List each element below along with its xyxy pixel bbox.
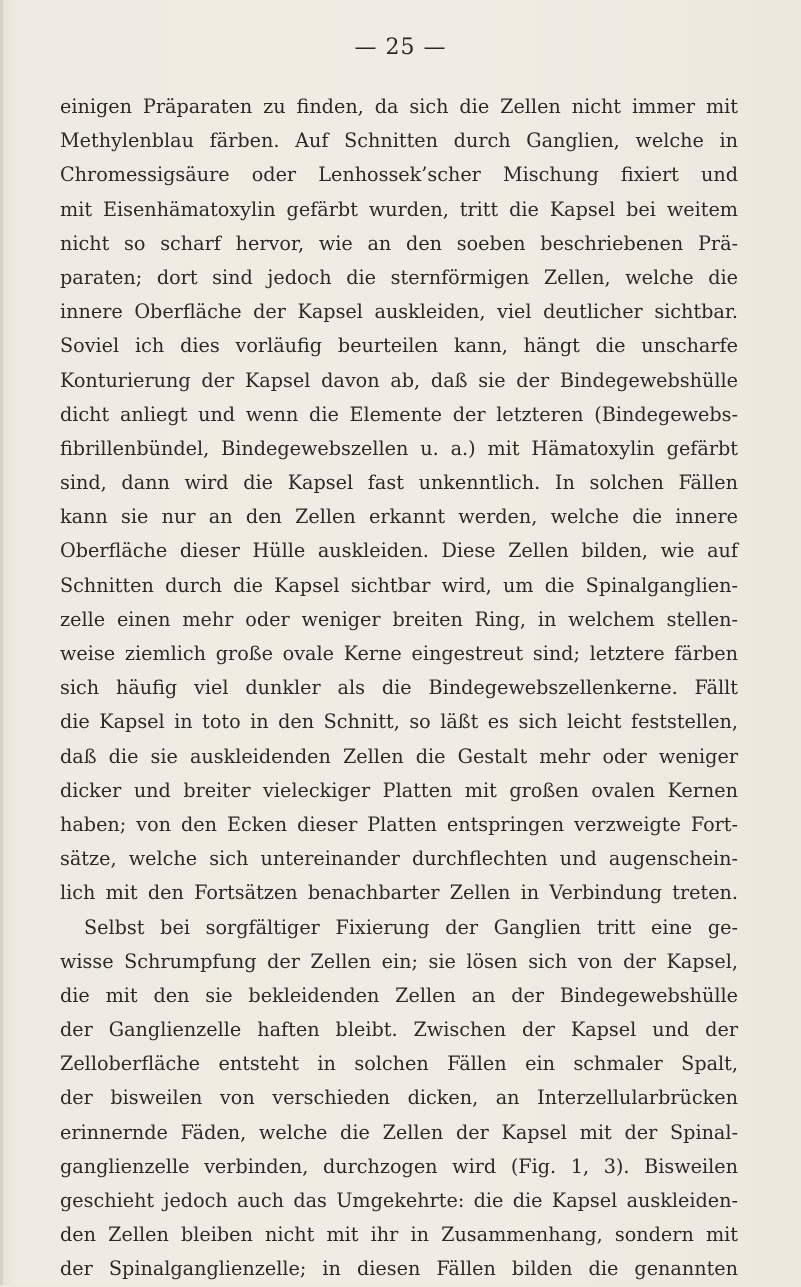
text-line: paraten; dort sind jedoch die sternförmigen Zellen, welche die	[60, 265, 738, 289]
text-line: nicht so scharf hervor, wie an den soeben beschriebenen Prä-	[60, 231, 738, 255]
text-line: mit Eisenhämatoxylin gefärbt wurden, tritt die Kapsel bei weitem	[60, 197, 738, 221]
text-line: der bisweilen von verschieden dicken, an Interzellularbrücken	[60, 1086, 738, 1110]
text-line: dicker und breiter vieleckiger Platten mit großen ovalen Kernen	[60, 778, 738, 802]
text-line: die Kapsel in toto in den Schnitt, so läßt es sich leicht feststellen,	[60, 710, 738, 734]
body-text	[60, 90, 738, 1287]
text-line: zelle einen mehr oder weniger breiten Ring, in welchem stellen-	[60, 607, 738, 631]
text-line: ganglienzelle verbinden, durchzogen wird (Fig. 1, 3). Bisweilen	[60, 1154, 738, 1178]
text-line: innere Oberfläche der Kapsel auskleiden, viel deutlicher sichtbar.	[60, 300, 738, 324]
text-line: haben; von den Ecken dieser Platten entspringen verzweigte Fort-	[60, 812, 738, 836]
text-line: Zelloberfläche entsteht in solchen Fällen ein schmaler Spalt,	[60, 1052, 738, 1076]
text-line: der Ganglienzelle haften bleibt. Zwischen der Kapsel und der	[60, 1018, 738, 1042]
text-line-paragraph-start: Selbst bei sorgfältiger Fixierung der Ganglien tritt eine ge-	[84, 915, 738, 939]
text-line: kann sie nur an den Zellen erkannt werden, welche die innere	[60, 505, 738, 529]
text-line: Konturierung der Kapsel davon ab, daß sie der Bindegewebshülle	[60, 368, 738, 392]
text-line: sind, dann wird die Kapsel fast unkenntlich. In solchen Fällen	[60, 471, 738, 495]
text-line: einigen Präparaten zu finden, da sich die Zellen nicht immer mit	[60, 95, 738, 118]
text-line: erinnernde Fäden, welche die Zellen der Kapsel mit der Spinal-	[60, 1120, 738, 1144]
page-number: — 25 —	[354, 35, 447, 60]
text-line: geschieht jedoch auch das Umgekehrte: die die Kapsel auskleiden-	[60, 1189, 738, 1212]
text-line: der Spinalganglienzelle; in diesen Fällen bilden die genannten	[60, 1257, 738, 1281]
text-line: dicht anliegt und wenn die Elemente der letzteren (Bindegewebs-	[60, 402, 738, 426]
page-edge-shadow	[0, 0, 3, 1285]
text-line: fibrillenbündel, Bindegewebszellen u. a.) mit Hämatoxylin gefärbt	[60, 436, 738, 460]
text-line: sätze, welche sich untereinander durchflechten und augenschein-	[60, 847, 738, 871]
text-line: wisse Schrumpfung der Zellen ein; sie lösen sich von der Kapsel,	[60, 949, 738, 973]
text-line: daß die sie auskleidenden Zellen die Gestalt mehr oder weniger	[60, 744, 738, 768]
text-line: lich mit den Fortsätzen benachbarter Zellen in Verbindung treten.	[60, 881, 738, 905]
text-line: Soviel ich dies vorläufig beurteilen kann, hängt die unscharfe	[60, 334, 738, 358]
text-line: Methylenblau färben. Auf Schnitten durch Ganglien, welche in	[60, 129, 738, 153]
text-line: Schnitten durch die Kapsel sichtbar wird, um die Spinalganglien-	[60, 573, 738, 597]
text-line: Oberfläche dieser Hülle auskleiden. Diese Zellen bilden, wie auf	[60, 539, 738, 563]
text-line: weise ziemlich große ovale Kerne eingestreut sind; letztere färben	[60, 642, 738, 665]
text-line: Chromessigsäure oder Lenhossek’scher Mischung fixiert und	[60, 163, 738, 187]
text-line: sich häufig viel dunkler als die Bindegewebszellenkerne. Fällt	[60, 676, 738, 700]
text-line: den Zellen bleiben nicht mit ihr in Zusammenhang, sondern mit	[60, 1223, 738, 1247]
text-line: die mit den sie bekleidenden Zellen an der Bindegewebshülle	[60, 983, 738, 1007]
